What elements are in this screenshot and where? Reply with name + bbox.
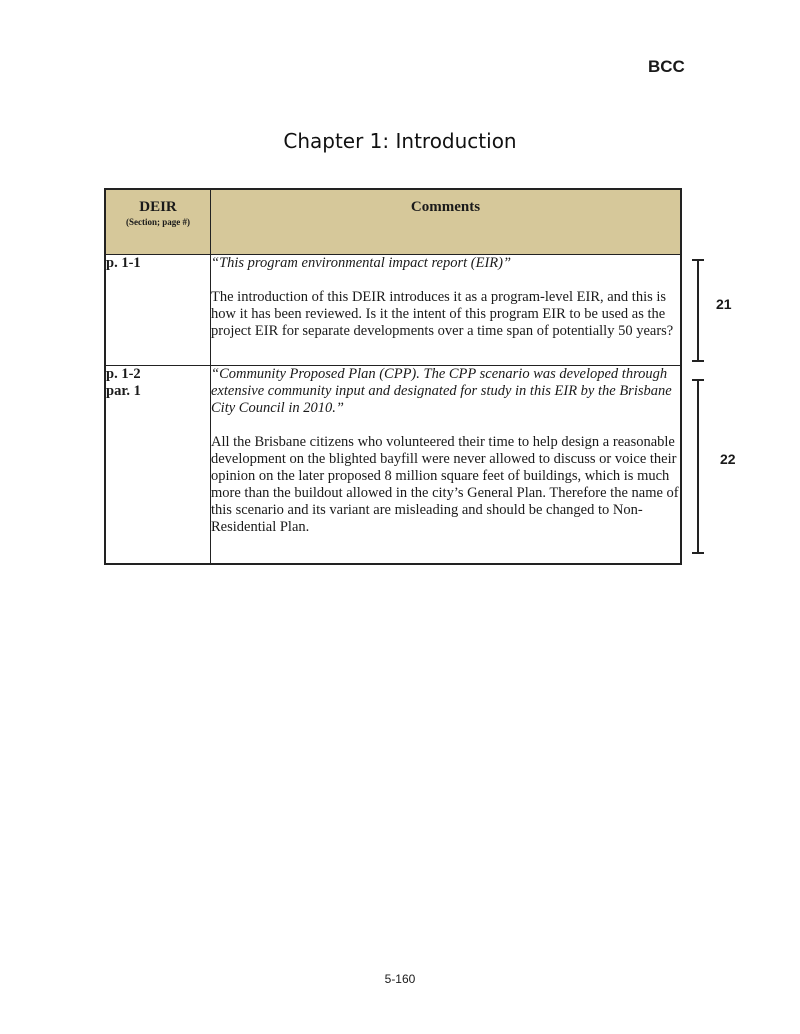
section-cell <box>105 255 211 366</box>
comment-text: All the Brisbane citizens who volunteered their time to help design a reasonable development on the blighted bayfill were never allowed to discuss or voice their opinion on the later proposed 8 million square feet of buildings, which is much more than the buildout allowed in the city’s General Plan. Therefore the name of this scenario and its variant are misleading and should be changed to Non-Residential Plan. <box>211 434 679 535</box>
deir-header-sublabel: (Section; page #) <box>126 217 190 227</box>
table-row <box>105 366 681 565</box>
comments-header-label: Comments <box>410 199 481 215</box>
quoted-text: “This program environmental impact report (EIR)” <box>211 255 512 271</box>
comments-table <box>104 188 682 565</box>
table-header-row <box>105 189 681 255</box>
comment-text: The introduction of this DEIR introduces it as a program-level EIR, and this is how it has been reviewed. Is it the intent of this program EIR to be used as the project EIR for separate developments over a time span of potentially 50 years? <box>211 289 674 339</box>
comment-number: 21 <box>716 296 732 312</box>
quoted-text: “Community Proposed Plan (CPP). The CPP scenario was developed through extensive community input and designated for study in this EIR by the Brisbane City Council in 2010.” <box>211 366 672 416</box>
chapter-title: Chapter 1: Introduction <box>283 129 517 153</box>
comment-cell <box>211 255 682 366</box>
section-cell <box>105 366 211 565</box>
page-number: 5-160 <box>384 972 416 986</box>
comment-bracket <box>697 259 709 362</box>
comment-number: 22 <box>720 451 736 467</box>
comments-column-header <box>211 189 682 255</box>
section-ref: p. 1-1 <box>106 255 141 271</box>
document-code: BCC <box>648 57 685 76</box>
deir-column-header <box>105 189 211 255</box>
table-row <box>105 255 681 366</box>
comment-cell <box>211 366 682 565</box>
section-ref: p. 1-2 <box>106 366 141 382</box>
deir-header-label: DEIR <box>139 199 177 215</box>
section-paragraph: par. 1 <box>106 383 141 399</box>
comment-bracket <box>697 379 709 554</box>
